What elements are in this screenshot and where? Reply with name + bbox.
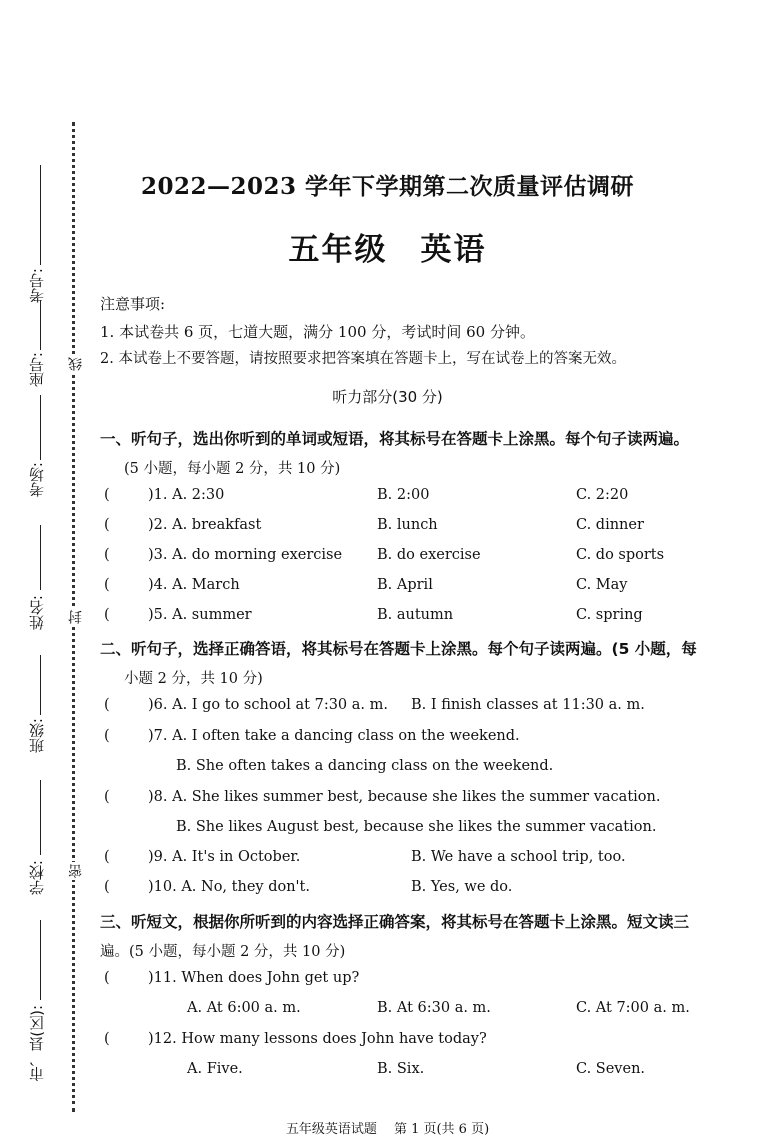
question-7: )7. A. I often take a dancing class on the weekend.	[148, 728, 520, 744]
answer-paren: (	[104, 547, 110, 563]
margin-blank-xingming	[40, 525, 41, 590]
notice-item-2: 2. 本试卷上不要答题，请按照要求把答案填在答题卡上，写在试卷上的答案无效。	[100, 351, 626, 367]
answer-paren: (	[104, 577, 110, 593]
exam-subtitle: 五年级 英语	[288, 232, 487, 268]
seal-char-xian: 线	[68, 357, 84, 371]
question-1-option-c: C. 2:20	[576, 487, 629, 503]
answer-paren: (	[104, 487, 110, 503]
margin-label-zuohao: 座号:	[28, 352, 46, 388]
question-5-option-b: B. autumn	[377, 607, 454, 623]
question-4-option-b: B. April	[377, 577, 433, 593]
seal-char-mi: 密	[68, 864, 84, 878]
question-9: )9. A. It's in October.	[148, 849, 301, 865]
answer-paren: (	[104, 517, 110, 533]
margin-blank-zuohao	[40, 300, 41, 350]
question-5: )5. A. summer	[148, 607, 252, 623]
question-3-option-b: B. do exercise	[377, 547, 481, 563]
exam-title: 2022—2023 学年下学期第二次质量评估调研	[140, 173, 635, 200]
question-11-option-a: A. At 6:00 a. m.	[187, 1000, 301, 1016]
section3-heading: 三、听短文，根据你所听到的内容选择正确答案，将其标号在答题卡上涂黑。短文读三	[100, 913, 690, 931]
question-3-option-c: C. do sports	[576, 547, 665, 563]
question-2-option-b: B. lunch	[377, 517, 438, 533]
answer-paren: (	[104, 789, 110, 805]
question-12-option-c: C. Seven.	[576, 1061, 646, 1077]
question-8-option-b: B. She likes August best, because she likes the summer vacation.	[176, 819, 657, 835]
question-12-option-a: A. Five.	[187, 1061, 243, 1077]
question-2: )2. A. breakfast	[148, 517, 262, 533]
answer-paren: (	[104, 728, 110, 744]
question-6-option-b: B. I finish classes at 11:30 a. m.	[411, 697, 645, 713]
question-8: )8. A. She likes summer best, because she likes the summer vacation.	[148, 789, 661, 805]
question-7-option-b: B. She often takes a dancing class on the weekend.	[176, 758, 554, 774]
section3-points: 遍。(5 小题，每小题 2 分，共 10 分)	[100, 944, 346, 960]
answer-paren: (	[104, 607, 110, 623]
answer-paren: (	[104, 697, 110, 713]
question-11: )11. When does John get up?	[148, 970, 360, 986]
margin-label-banji: 班级:	[28, 718, 46, 754]
question-4-option-c: C. May	[576, 577, 628, 593]
notice-heading: 注意事项:	[100, 295, 166, 313]
question-1: )1. A. 2:30	[148, 487, 225, 503]
question-11-option-b: B. At 6:30 a. m.	[377, 1000, 491, 1016]
margin-label-xuexiao: 学校:	[28, 860, 46, 896]
question-10-option-b: B. Yes, we do.	[411, 879, 513, 895]
question-2-option-c: C. dinner	[576, 517, 644, 533]
margin-blank-shixian	[40, 920, 41, 1000]
answer-paren: (	[104, 970, 110, 986]
question-3: )3. A. do morning exercise	[148, 547, 343, 563]
question-12-option-b: B. Six.	[377, 1061, 425, 1077]
margin-label-kaochang: 考场:	[28, 462, 46, 498]
listening-part-heading: 听力部分(30 分)	[332, 388, 443, 406]
seal-char-feng: 封	[68, 610, 84, 624]
answer-paren: (	[104, 849, 110, 865]
question-11-option-c: C. At 7:00 a. m.	[576, 1000, 690, 1016]
section2-points: 小题 2 分，共 10 分)	[124, 671, 263, 687]
margin-label-xingming: 姓名:	[28, 595, 46, 631]
answer-paren: (	[104, 1031, 110, 1047]
question-9-option-b: B. We have a school trip, too.	[411, 849, 626, 865]
margin-label-kaohao: 考号:	[28, 268, 46, 304]
section1-heading: 一、听句子，选出你听到的单词或短语，将其标号在答题卡上涂黑。每个句子读两遍。	[100, 430, 690, 448]
margin-blank-banji	[40, 655, 41, 715]
question-1-option-b: B. 2:00	[377, 487, 430, 503]
question-10: )10. A. No, they don't.	[148, 879, 310, 895]
section1-points: (5 小题，每小题 2 分，共 10 分)	[124, 461, 341, 477]
margin-blank-xuexiao	[40, 780, 41, 855]
margin-label-shixian: 市、县(区):	[28, 1005, 46, 1082]
notice-item-1: 1. 本试卷共 6 页，七道大题，满分 100 分，考试时间 60 分钟。	[100, 323, 535, 341]
section2-heading: 二、听句子，选择正确答语，将其标号在答题卡上涂黑。每个句子读两遍。(5 小题，每	[100, 640, 697, 658]
page-footer: 五年级英语试题 第 1 页(共 6 页)	[285, 1122, 490, 1137]
question-5-option-c: C. spring	[576, 607, 643, 623]
question-12: )12. How many lessons does John have today?	[148, 1031, 487, 1047]
question-6: )6. A. I go to school at 7:30 a. m.	[148, 697, 388, 713]
question-4: )4. A. March	[148, 577, 240, 593]
answer-paren: (	[104, 879, 110, 895]
